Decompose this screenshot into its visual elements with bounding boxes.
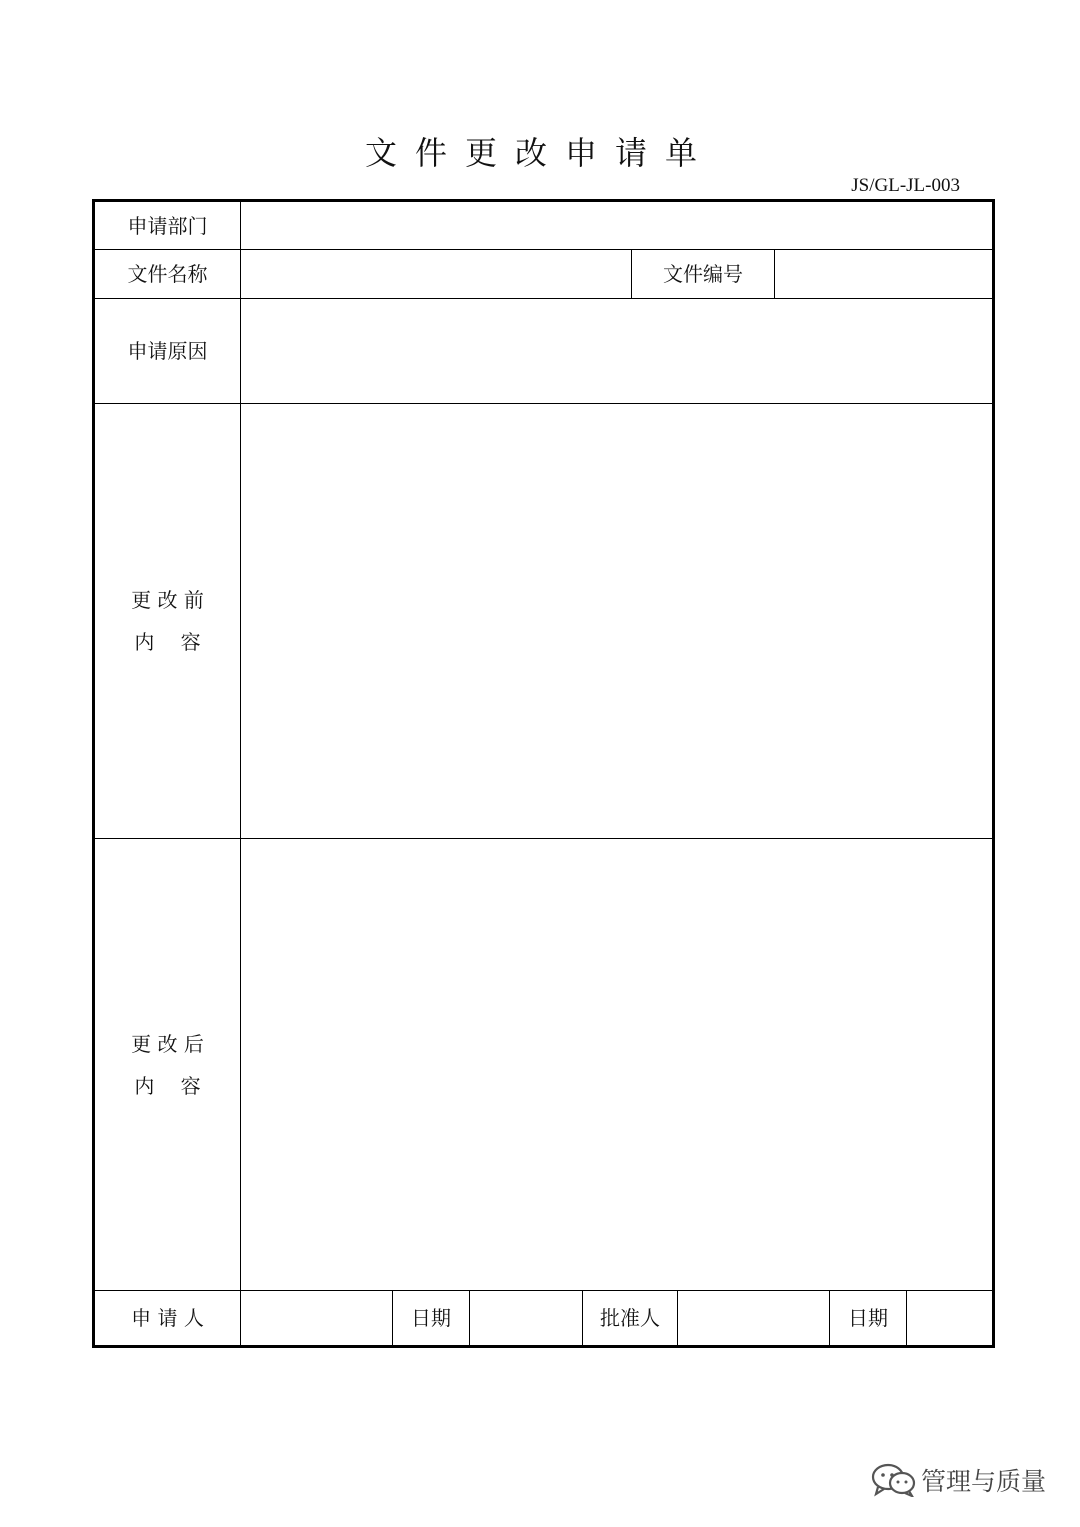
- watermark: [871, 1462, 1046, 1498]
- reason-label: 申请原因: [127, 339, 208, 363]
- form-title: 文件更改申请单: [364, 134, 715, 172]
- file-name-field[interactable]: [241, 250, 631, 298]
- file-number-field[interactable]: [775, 250, 992, 298]
- watermark-text: 管理与质量: [920, 1467, 1046, 1496]
- before-content-field[interactable]: [241, 404, 992, 838]
- file-number-label: 文件编号: [663, 262, 743, 286]
- after-content-field[interactable]: [241, 839, 992, 1290]
- date-field-2[interactable]: [907, 1291, 992, 1345]
- approver-label: 批准人: [600, 1306, 660, 1330]
- date-field-1[interactable]: [470, 1291, 582, 1345]
- file-name-label: 文件名称: [127, 262, 208, 286]
- after-content-label: [95, 839, 240, 1290]
- after-label-line2: 内 容: [134, 1073, 201, 1098]
- applicant-field[interactable]: [241, 1291, 392, 1345]
- before-label-line2: 内 容: [134, 630, 201, 654]
- approver-field[interactable]: [678, 1291, 829, 1345]
- date-label-1: 日期: [411, 1306, 451, 1330]
- department-label: 申请部门: [127, 213, 208, 238]
- department-field[interactable]: [241, 202, 992, 249]
- before-label-line1: 更 改 前: [131, 588, 204, 612]
- applicant-label: 申 请 人: [131, 1306, 204, 1330]
- after-label-line1: 更 改 后: [131, 1031, 204, 1056]
- date-label-2: 日期: [848, 1306, 888, 1330]
- before-content-label: [95, 404, 240, 838]
- wechat-icon: [871, 1463, 917, 1497]
- document-number: JS/GL-JL-003: [851, 175, 960, 196]
- reason-field[interactable]: [241, 299, 992, 403]
